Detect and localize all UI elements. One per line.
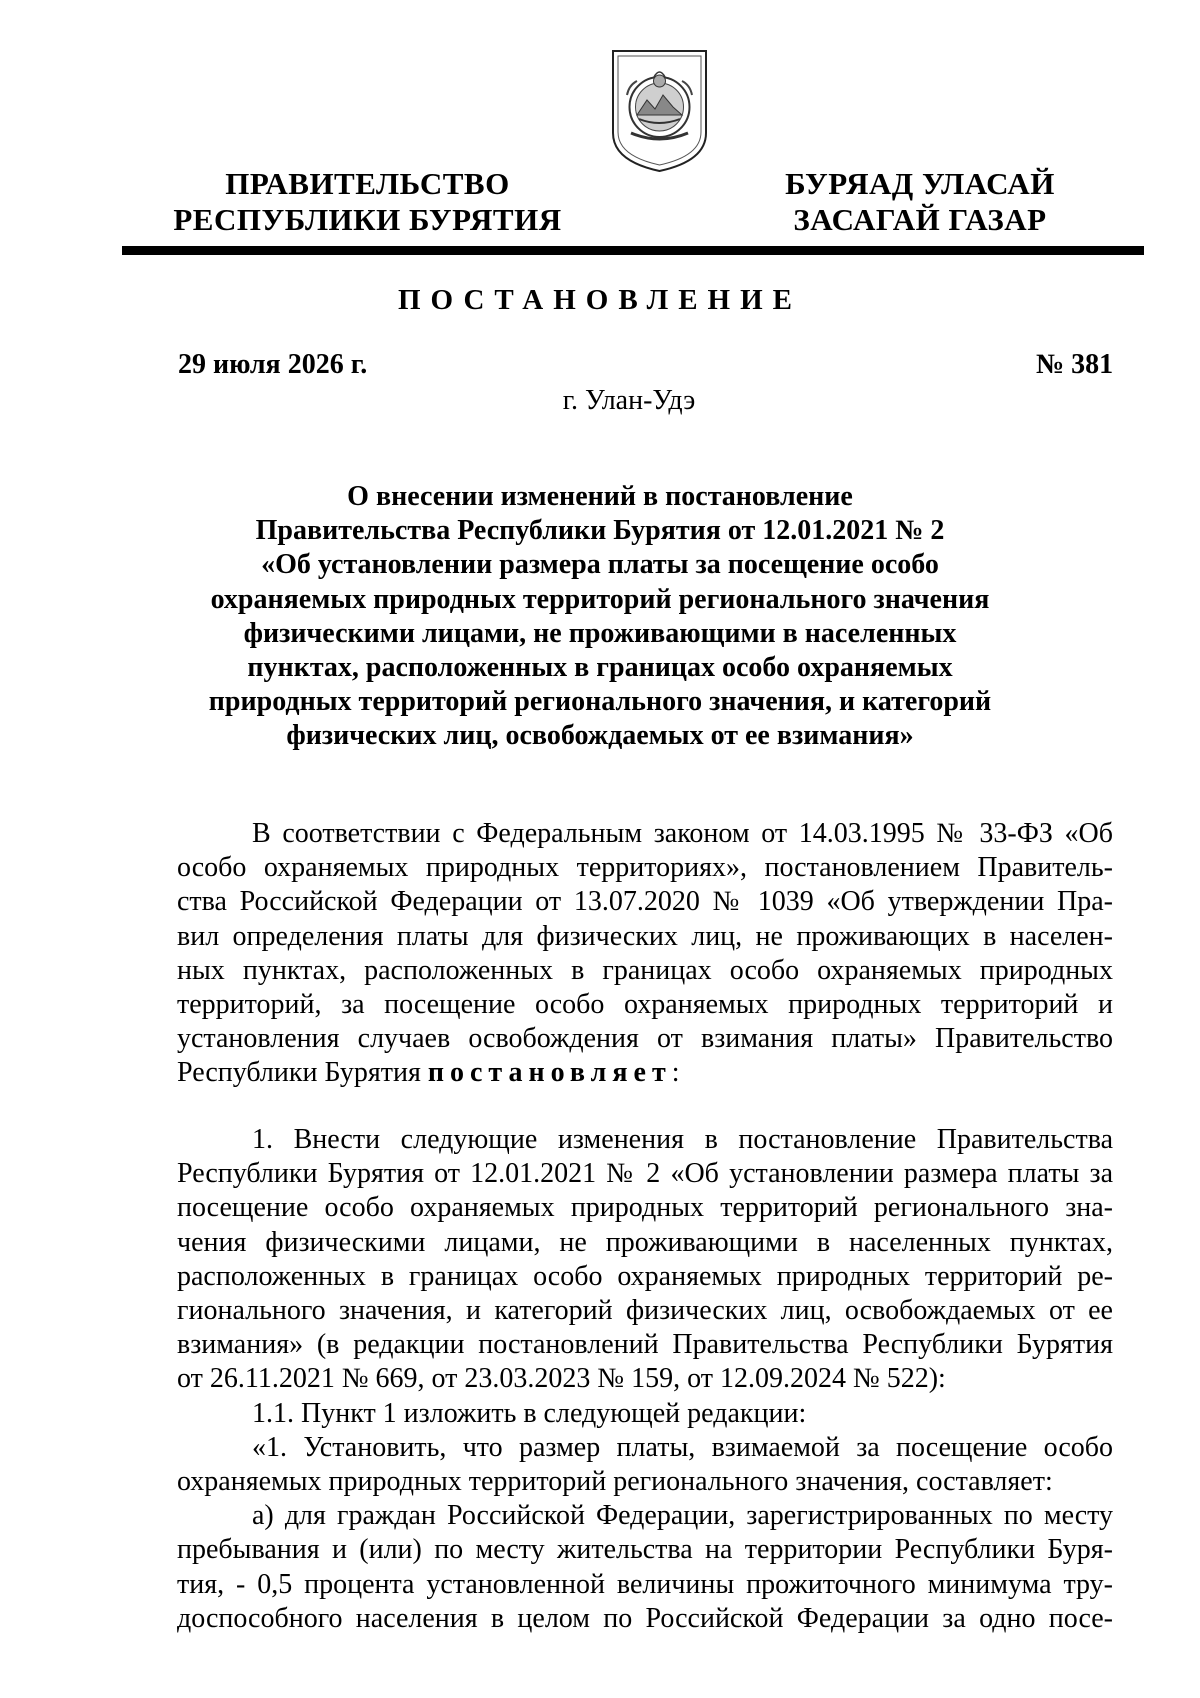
document-title — [100, 480, 1100, 754]
preamble-line: установления случаев освобождения от взимания платы» Правительство — [177, 1023, 1113, 1055]
item-line: «1. Установить, что размер платы, взимаемой за посещение особо — [252, 1431, 1113, 1463]
header-divider — [122, 246, 1144, 255]
preamble-line: территорий, за посещение особо охраняемых природных территорий и — [177, 989, 1113, 1021]
item-line: а) для граждан Российской Федерации, зарегистрированных по месту — [252, 1500, 1113, 1532]
title-line: Правительства Республики Бурятия от 12.01.2021 № 2 — [255, 515, 945, 547]
title-line: физическими лицами, не проживающими в населенных — [243, 617, 957, 649]
item-line: взимания» (в редакции постановлений Правительства Республики Бурятия — [177, 1329, 1113, 1361]
title-line: физических лиц, освобождаемых от ее взимания» — [286, 720, 914, 752]
item-1-paragraph — [177, 1123, 1113, 1636]
item-line: посещение особо охраняемых природных территорий регионального зна- — [177, 1192, 1113, 1224]
item-line: от 26.11.2021 № 669, от 23.03.2023 № 159, от 12.09.2024 № 522): — [177, 1363, 946, 1395]
preamble-line: ства Российской Федерации от 13.07.2020 № 1039 «Об утверждении Пра- — [177, 886, 1113, 918]
document-number: № 381 — [1036, 349, 1114, 380]
preamble-paragraph — [177, 817, 1113, 1091]
header-government-bua — [770, 166, 1070, 238]
document-type: ПОСТАНОВЛЕНИЕ — [397, 284, 802, 316]
preamble-line: вил определения платы для физических лиц, не проживающих в населен- — [177, 920, 1113, 952]
preamble-final-prefix: Республики Бурятия — [177, 1057, 428, 1089]
item-line: 1.1. Пункт 1 изложить в следующей редакции: — [252, 1397, 807, 1429]
item-line: тия, - 0,5 процента установленной величины прожиточного минимума тру- — [177, 1568, 1113, 1600]
header-government-ru — [170, 166, 565, 238]
item-line: охраняемых природных территорий регионального значения, составляет: — [177, 1466, 1053, 1498]
title-line: природных территорий регионального значения, и категорий — [208, 686, 992, 718]
title-line: «Об установлении размера платы за посещение особо — [261, 549, 939, 581]
document-date: 29 июля 2026 г. — [178, 349, 368, 380]
preamble-line-final — [177, 1056, 1113, 1090]
preamble-line: ных пунктах, расположенных в границах особо охраняемых природных — [177, 954, 1113, 986]
title-line: О внесении изменений в постановление — [347, 481, 853, 512]
header-right-line-2: ЗАСАГАЙ ГАЗАР — [793, 202, 1047, 237]
preamble-line: особо охраняемых природных территориях», постановлением Правитель- — [177, 852, 1113, 884]
item-line: расположенных в границах особо охраняемых природных территорий ре- — [177, 1260, 1113, 1292]
decree-word: постановляет — [427, 1057, 672, 1089]
item-line: пребывания и (или) по месту жительства на территории Республики Буря- — [177, 1534, 1113, 1566]
title-line: пунктах, расположенных в границах особо охраняемых — [247, 652, 953, 684]
title-line: охраняемых природных территорий регионального значения — [210, 583, 990, 615]
item-line: Республики Бурятия от 12.01.2021 № 2 «Об установлении размера платы за — [177, 1158, 1113, 1190]
item-line: гионального значения, и категорий физических лиц, освобождаемых от ее — [177, 1295, 1113, 1327]
header-left-line-1: ПРАВИТЕЛЬСТВО — [225, 166, 510, 201]
item-line: 1. Внести следующие изменения в постановление Правительства — [252, 1124, 1113, 1155]
header-left-line-2: РЕСПУБЛИКИ БУРЯТИЯ — [173, 202, 562, 237]
preamble-final-suffix: : — [671, 1057, 680, 1089]
document-city: г. Улан-Удэ — [562, 385, 696, 416]
header-right-line-1: БУРЯАД УЛАСАЙ — [785, 166, 1055, 201]
item-line: чения физическими лицами, не проживающими в населенных пунктах, — [177, 1226, 1113, 1258]
item-line: доспособного населения в целом по Российской Федерации за одно посе- — [177, 1602, 1113, 1634]
coat-of-arms-icon — [607, 45, 712, 175]
preamble-line: В соответствии с Федеральным законом от 14.03.1995 № 33-ФЗ «Об — [252, 818, 1113, 849]
